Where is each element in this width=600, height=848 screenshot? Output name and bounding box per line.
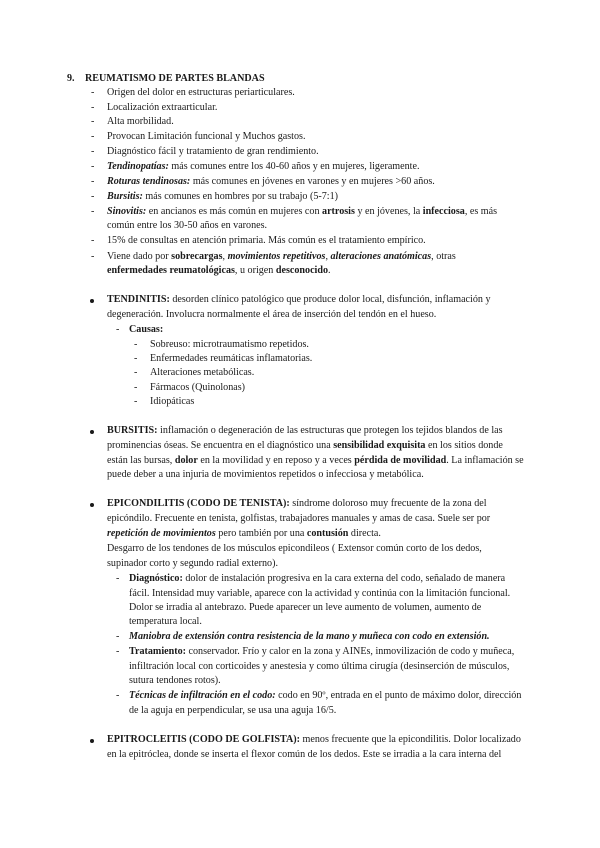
list-item-continuation: enfermedades reumatológicas, u origen desconocido.: [107, 265, 331, 276]
list-dash: -: [91, 251, 95, 262]
list-item: Viene dado por sobrecargas, movimientos repetitivos, alteraciones anatómicas, otras: [107, 251, 456, 262]
term-roturas: Roturas tendinosas:: [107, 176, 191, 187]
list-dash: -: [91, 161, 95, 172]
list-item: Sinovitis: en ancianos es más común en mujeres con artrosis y en jóvenes, la infecciosa, es más: [107, 206, 498, 217]
cause-item: Sobreuso: microtraumatismo repetidos.: [150, 339, 309, 350]
list-dash: -: [91, 206, 95, 217]
list-dash: -: [91, 191, 95, 202]
bullet-icon: [90, 739, 94, 743]
sub-item: Diagnóstico: dolor de instalación progresiva en la cara externa del codo, señalado de manera: [129, 573, 506, 584]
list-dash: -: [134, 339, 138, 350]
cause-item: Idiopáticas: [150, 396, 195, 407]
paragraph-line: repetición de movimientos pero también por una contusión directa.: [107, 528, 381, 539]
list-dash: -: [91, 235, 95, 246]
term-tecnicas: Técnicas de infiltración en el codo:: [129, 690, 276, 701]
list-dash: -: [116, 646, 120, 657]
list-dash: -: [91, 131, 95, 142]
paragraph-line: prominencias óseas. Se encuentra en el diagnóstico una sensibilidad exquisita en los sitios donde: [107, 440, 503, 451]
list-item: 15% de consultas en atención primaria. Más común es el tratamiento empírico.: [107, 235, 426, 246]
list-dash: -: [91, 176, 95, 187]
sub-item-continuation: infiltración local con corticoides y anestesia y como última cirugía (desinserción de músculos,: [129, 661, 510, 672]
list-dash: -: [91, 116, 95, 127]
term-diagnostico: Diagnóstico:: [129, 573, 183, 584]
term-tendinopatias: Tendinopatías:: [107, 161, 169, 172]
list-dash: -: [116, 690, 120, 701]
list-item: Diagnóstico fácil y tratamiento de gran rendimiento.: [107, 146, 319, 157]
term-epitrocleitis: EPITROCLEITIS (CODO DE GOLFISTA):: [107, 734, 301, 745]
paragraph-line: están las bursas, dolor en la movilidad y en reposo y a veces pérdida de movilidad. La inflamación se: [107, 455, 524, 466]
list-dash: -: [134, 396, 138, 407]
sub-item: Tratamiento: conservador. Frío y calor en la zona y AINEs, inmovilización de codo y muñeca,: [129, 646, 515, 657]
causes-label: Causas:: [129, 324, 164, 335]
list-dash: -: [116, 631, 120, 642]
list-dash: -: [91, 146, 95, 157]
paragraph-line: EPICONDILITIS (CODO DE TENISTA): síndrome doloroso muy frecuente de la zona del: [107, 498, 487, 509]
sub-item: Técnicas de infiltración en el codo: codo en 90º, entrada en el punto de máximo dolor, dirección: [129, 690, 522, 701]
list-dash: -: [134, 353, 138, 364]
paragraph-line: BURSITIS: inflamación o degeneración de las estructuras que protegen los tejidos blandos de las: [107, 425, 503, 436]
maneuver-item: Maniobra de extensión contra resistencia de la mano y muñeca con codo en extensión.: [129, 631, 490, 642]
list-dash: -: [134, 367, 138, 378]
sub-item-continuation: sutura tendones rotos).: [129, 675, 221, 686]
list-dash: -: [91, 87, 95, 98]
paragraph-line: Desgarro de los tendones de los músculos epicondileos ( Extensor común corto de los dedos,: [107, 543, 482, 554]
list-item: Provocan Limitación funcional y Muchos gastos.: [107, 131, 306, 142]
list-item: Localización extraarticular.: [107, 102, 218, 113]
paragraph-line: EPITROCLEITIS (CODO DE GOLFISTA): menos frecuente que la epicondilitis. Dolor localizado: [107, 734, 521, 745]
paragraph-line: en la epitróclea, donde se inserta el flexor común de los dedos. Este se irradia a la cara interna del: [107, 749, 502, 760]
list-item: Alta morbilidad.: [107, 116, 174, 127]
term-sinovitis: Sinovitis:: [107, 206, 147, 217]
sub-item-continuation: Dolor se irradia al antebrazo. Puede aparecer un leve aumento de volumen, aumento de: [129, 602, 482, 613]
list-dash: -: [116, 324, 120, 335]
list-item: Origen del dolor en estructuras periarticulares.: [107, 87, 295, 98]
bullet-icon: [90, 299, 94, 303]
cause-item: Enfermedades reumáticas inflamatorias.: [150, 353, 313, 364]
bullet-icon: [90, 503, 94, 507]
paragraph-line: supinador corto y segundo radial externo).: [107, 558, 278, 569]
term-tratamiento: Tratamiento:: [129, 646, 186, 657]
paragraph-line: epicóndilo. Frecuente en tenista, golfistas, trabajadores manuales y amas de casa. Suele ser por: [107, 513, 491, 524]
paragraph-line: TENDINITIS: desorden clínico patológico que produce dolor local, disfunción, inflamación y: [107, 294, 491, 305]
list-item: Roturas tendinosas: más comunes en jóvenes en varones y en mujeres >60 años.: [107, 176, 435, 187]
list-item: Bursitis: más comunes en hombres por su trabajo (5-7:1): [107, 191, 339, 202]
paragraph-line: puede deber a una injuria de movimientos repetidos o infecciosa y metabólica.: [107, 469, 424, 480]
list-dash: -: [116, 573, 120, 584]
list-dash: -: [91, 102, 95, 113]
section-number: 9.: [67, 73, 75, 84]
cause-item: Fármacos (Quinolonas): [150, 382, 246, 393]
sub-item-continuation: temperatura local.: [129, 616, 202, 627]
section-title: REUMATISMO DE PARTES BLANDAS: [85, 73, 265, 84]
term-tendinitis: TENDINITIS:: [107, 294, 170, 305]
list-dash: -: [134, 382, 138, 393]
sub-item-continuation: de la aguja en perpendicular, se usa una aguja 16/5.: [129, 705, 337, 716]
paragraph-line: degeneración. Involucra normalmente el área de inserción del tendón en el hueso.: [107, 309, 437, 320]
cause-item: Alteraciones metabólicas.: [150, 367, 255, 378]
term-epicondilitis: EPICONDILITIS (CODO DE TENISTA):: [107, 498, 290, 509]
sub-item-continuation: fácil. Intensidad muy variable, aparece con la actividad y continúa con la limitación funcional.: [129, 588, 511, 599]
term-bursitis: Bursitis:: [107, 191, 143, 202]
list-item: Tendinopatías: más comunes entre los 40-60 años y en mujeres, ligeramente.: [107, 161, 420, 172]
list-item-continuation: común entre los 30-50 años en varones.: [107, 220, 268, 231]
term-bursitis-heading: BURSITIS:: [107, 425, 158, 436]
bullet-icon: [90, 430, 94, 434]
